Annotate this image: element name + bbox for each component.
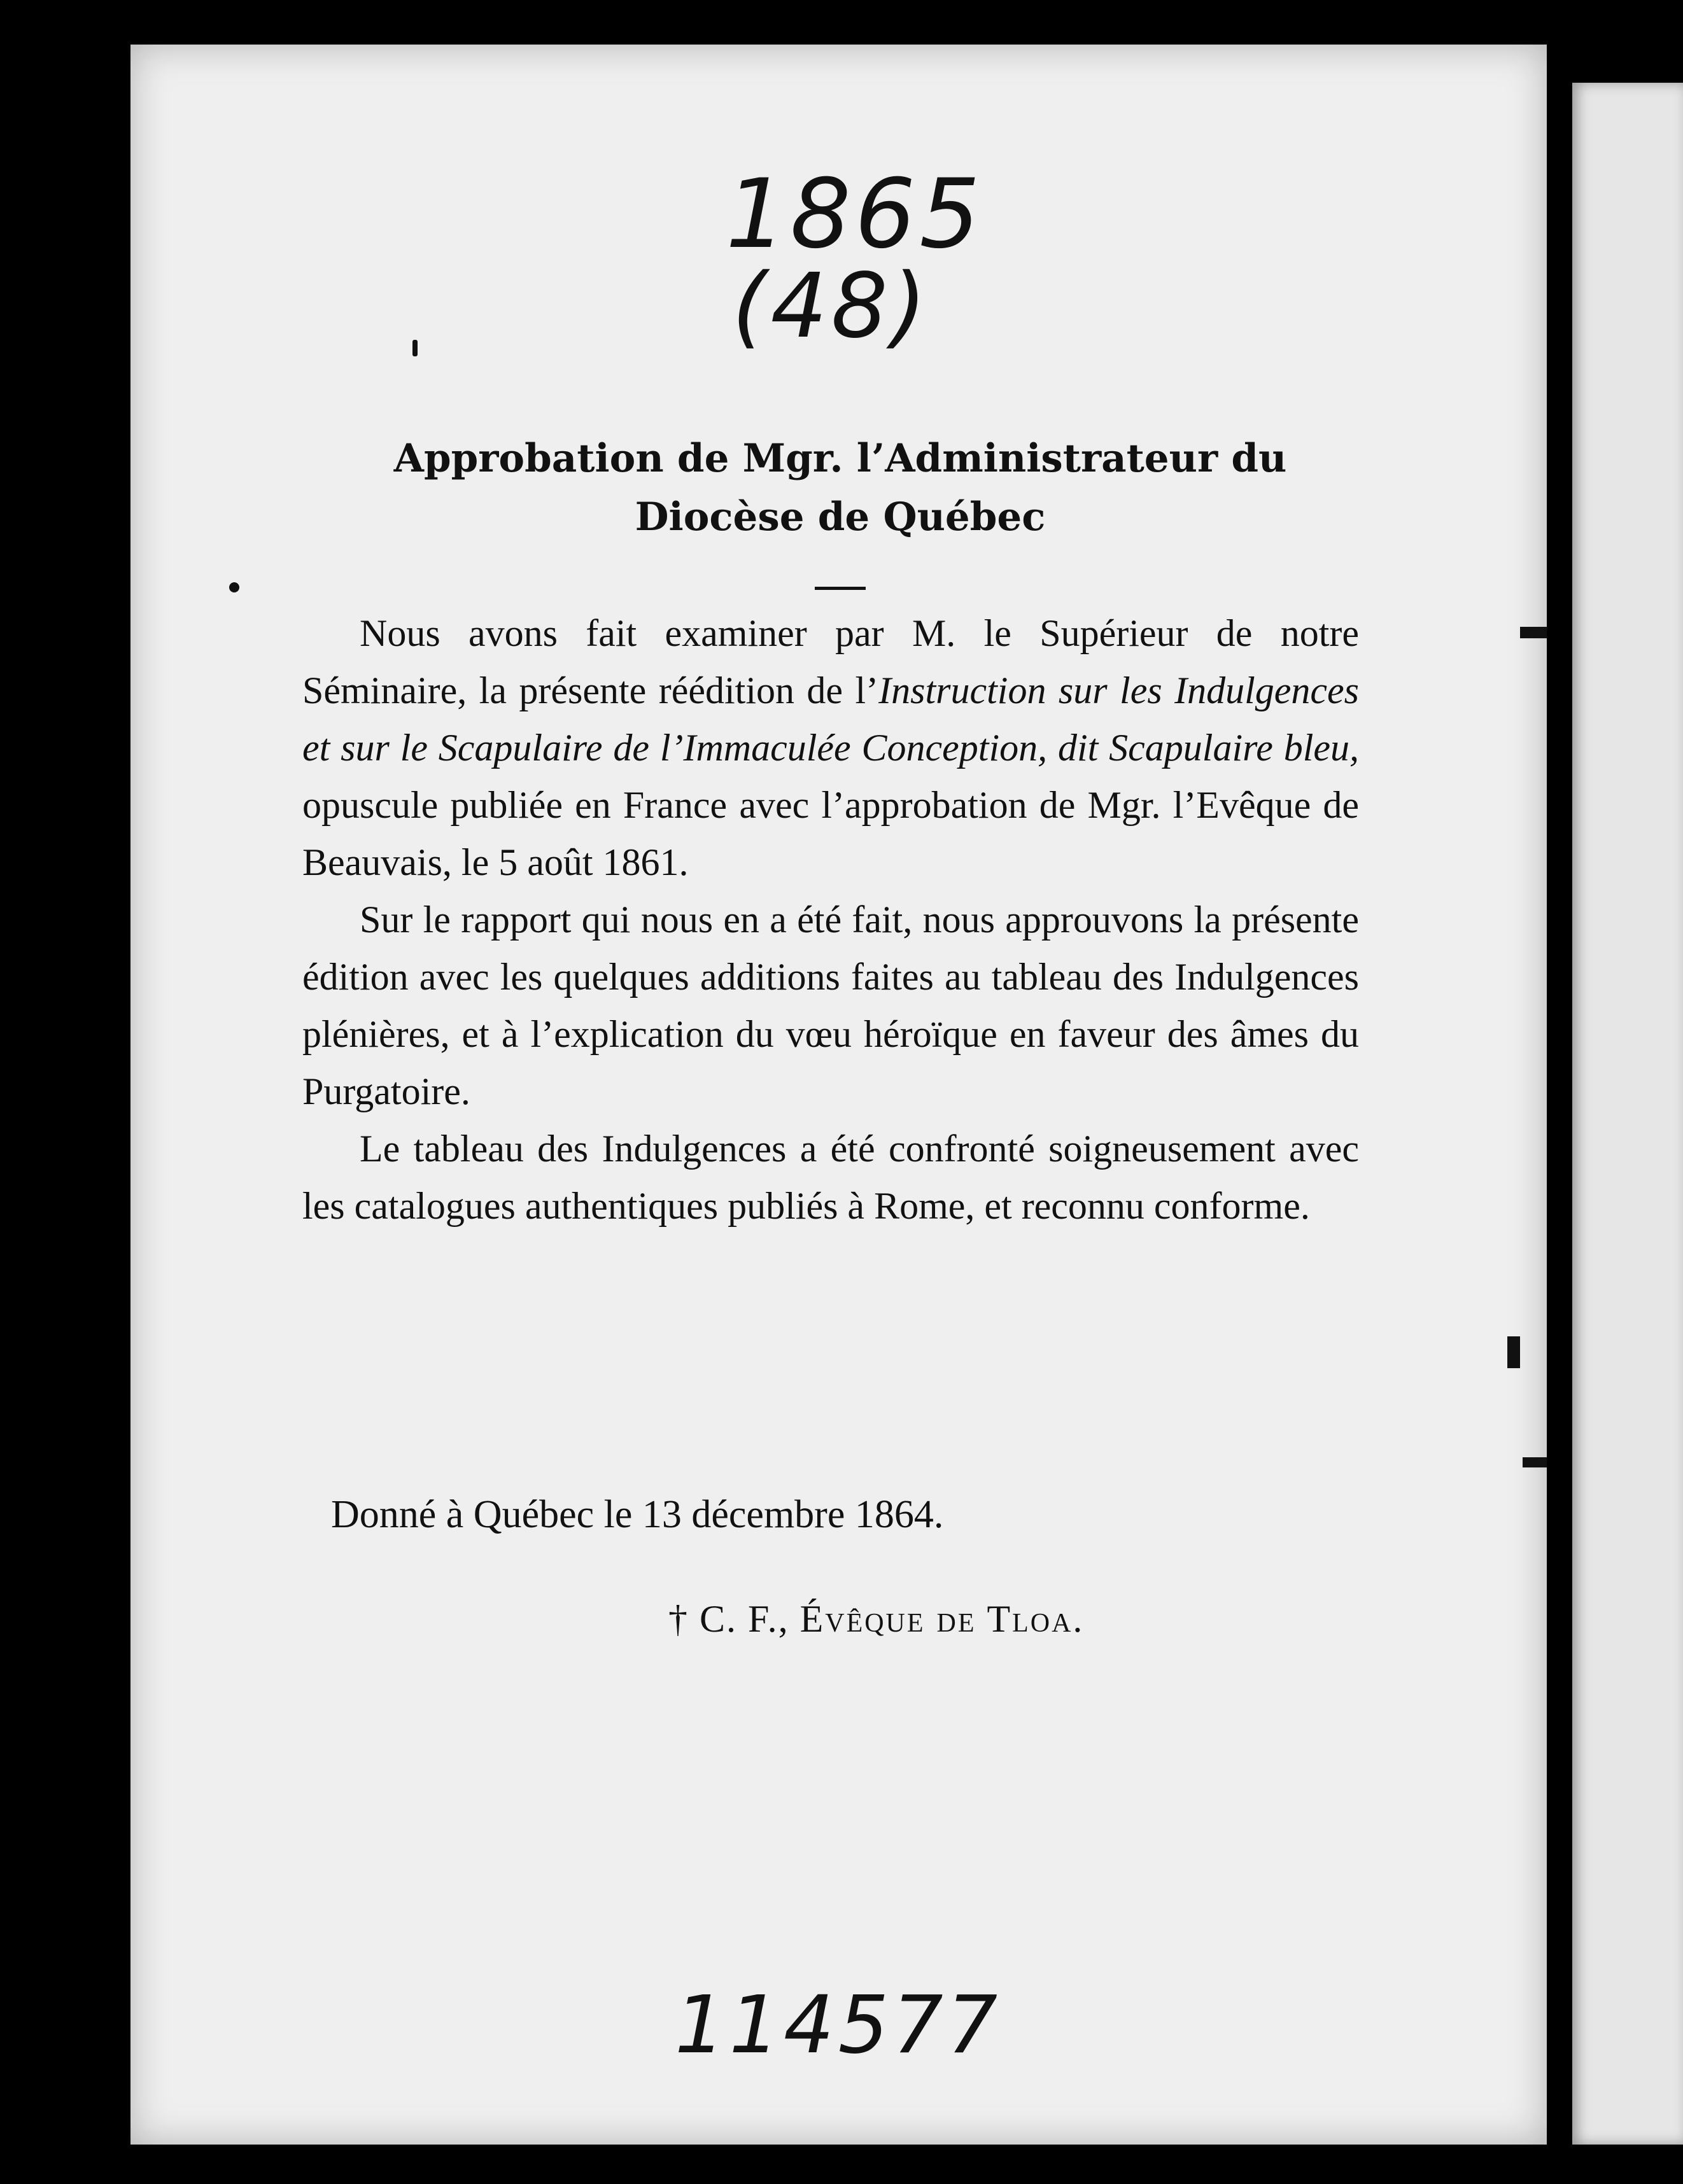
handwritten-number: (48) — [732, 255, 931, 358]
signature-title: Évêque de Tloa. — [799, 1598, 1085, 1640]
paragraph-2: Sur le rapport qui nous en a été fait, nous approuvons la présente édition avec les quelques additions faites au tableau des Indulgences plénières, et à l’explication du vœu héroïque en faveur des âmes du Purgatoire. — [302, 899, 1359, 1112]
edge-mark — [1520, 627, 1547, 638]
ink-mark — [412, 340, 418, 356]
ink-dot — [229, 582, 239, 592]
title-divider — [815, 587, 866, 590]
paragraph-1-start: Nous avons fait examiner par M. le Supérieur de notre Séminaire, la présente réédition de l’ — [302, 612, 1359, 711]
signature-prefix: † C. F., — [668, 1598, 800, 1640]
edge-mark — [1507, 1336, 1520, 1368]
paragraph-1 — [302, 605, 1359, 891]
paragraph-1-end: opuscule publiée en France avec l’approbation de Mgr. l’Evêque de Beauvais, le 5 août 1861. — [302, 784, 1359, 883]
edge-mark — [1523, 1457, 1547, 1467]
paragraph-3: Le tableau des Indulgences a été confronté soigneusement avec les catalogues authentiques publiés à Rome, et reconnu conforme. — [302, 1128, 1359, 1227]
handwritten-year: 1865 — [726, 159, 984, 270]
paragraph-1-italic: Instruction sur les Indulgences et sur le Scapulaire de l’Immaculée Conception, dit Scapulaire bleu, — [302, 669, 1359, 769]
adjacent-page-edge — [1572, 83, 1683, 2145]
signature — [668, 1597, 1084, 1641]
title-line-1: Approbation de Mgr. l’Administrateur du — [393, 436, 1287, 481]
approbation-body — [302, 605, 1359, 1235]
date-line: Donné à Québec le 13 décembre 1864. — [331, 1493, 944, 1536]
title-line-2: Diocèse de Québec — [635, 494, 1046, 540]
handwritten-catalog-number: 114577 — [675, 1979, 1002, 2071]
document-title — [306, 430, 1375, 547]
